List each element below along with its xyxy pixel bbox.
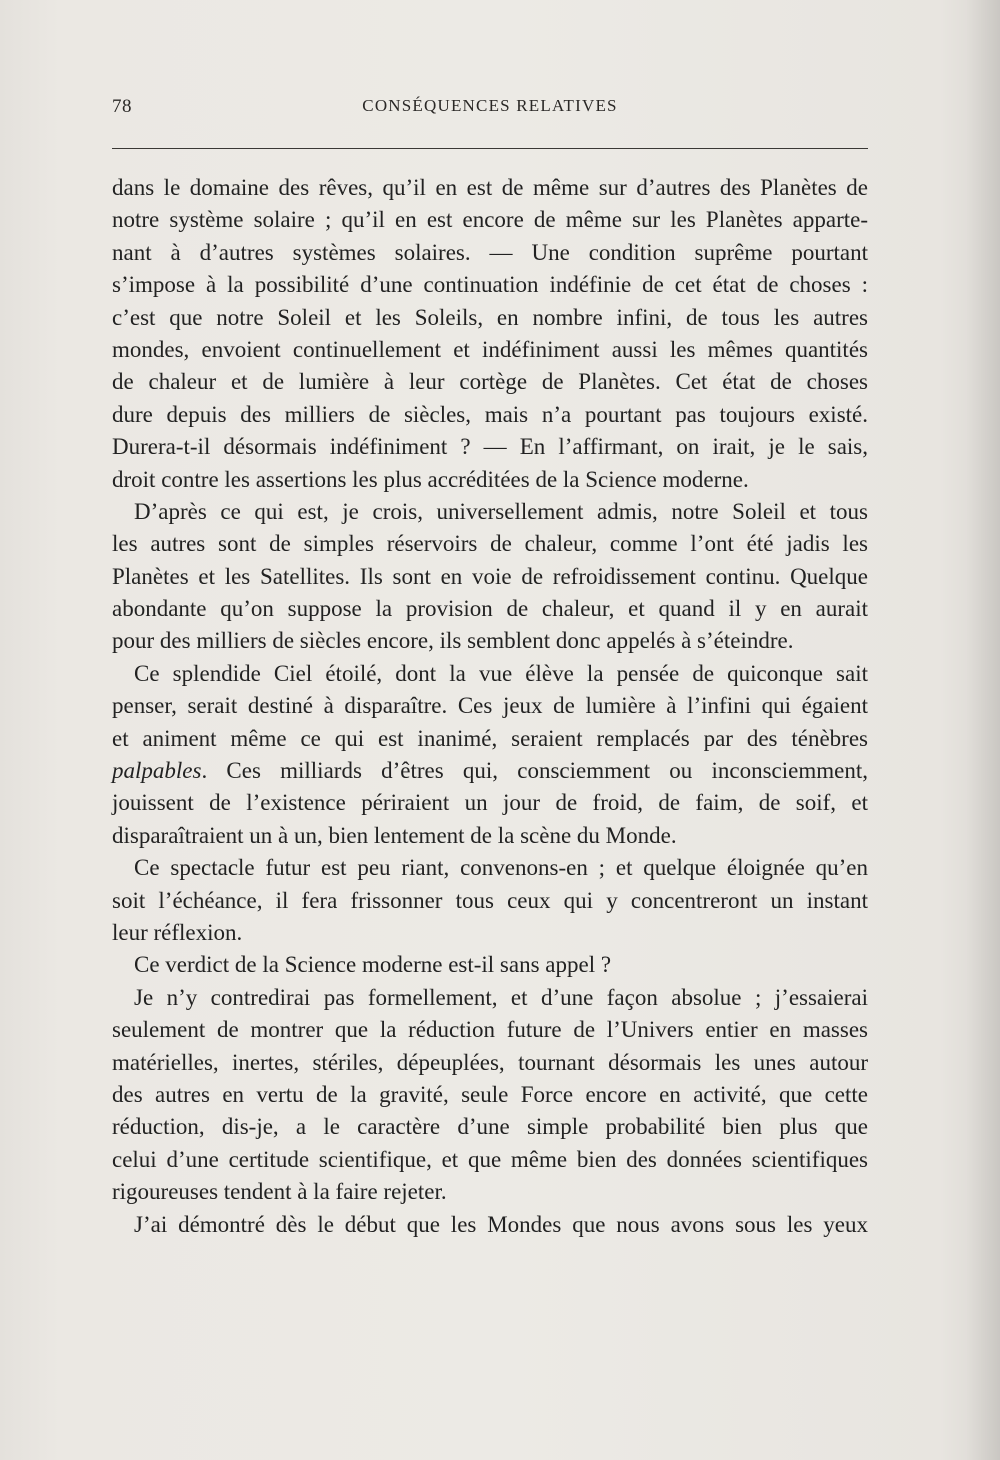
text-line: de chaleur et de lumière à leur cortège de Planètes. Cet état de choses [112,369,868,395]
header-rule [112,148,868,149]
text-line: nant à d’autres systèmes solaires. — Une condition suprême pourtant [112,239,868,265]
text-line: mondes, envoient continuellement et indéfiniment aussi les mêmes quantités [112,336,868,362]
text-line: jouissent de l’existence périraient un jour de froid, de faim, de soif, et [112,790,868,816]
text-line: Ce verdict de la Science moderne est-il sans appel ? [134,952,612,978]
text-line: droit contre les assertions les plus accréditées de la Science moderne. [112,466,749,492]
text-line: des autres en vertu de la gravité, seule Force encore en activité, que cette [112,1081,868,1107]
text-line: soit l’échéance, il fera frissonner tous ceux qui y concentreront un instant [112,887,868,913]
italic-word: palpables [112,758,202,784]
text-line: leur réflexion. [112,919,243,945]
text-line-rest: . Ces milliards d’êtres qui, consciemment ou inconsciemment, [201,758,868,784]
text-line: penser, serait destiné à disparaître. Ces jeux de lumière à l’infini qui égaient [112,693,868,719]
text-line: réduction, dis-je, a le caractère d’une simple probabilité bien plus que [112,1114,868,1140]
page-header [112,96,868,128]
text-line: et animent même ce qui est inanimé, seraient remplacés par des ténèbres [112,725,868,751]
text-line: J’ai démontré dès le début que les Mondes que nous avons sous les yeux [134,1211,868,1237]
text-line: les autres sont de simples réservoirs de chaleur, comme l’ont été jadis les [112,531,868,557]
text-line: Planètes et les Satellites. Ils sont en voie de refroidissement continu. Quelque [112,563,868,589]
text-line: dans le domaine des rêves, qu’il en est de même sur d’autres des Planètes de [112,175,868,200]
text-line: matérielles, inertes, stériles, dépeuplées, tournant désormais les unes autour [112,1049,868,1075]
text-line: Ce splendide Ciel étoilé, dont la vue élève la pensée de quiconque sait [134,660,868,686]
text-line: Durera-t-il désormais indéfiniment ? — En l’affirmant, on irait, je le sais, [112,434,868,460]
text-line: notre système solaire ; qu’il en est encore de même sur les Planètes apparte- [112,207,868,233]
text-line: seulement de montrer que la réduction future de l’Univers entier en masses [112,1017,868,1043]
text-line: disparaîtraient un à un, bien lentement de la scène du Monde. [112,822,677,848]
text-line [112,755,868,787]
text-line: c’est que notre Soleil et les Soleils, en nombre infini, de tous les autres [112,304,868,330]
text-line: s’impose à la possibilité d’une continuation indéfinie de cet état de choses : [112,272,868,298]
running-head: CONSÉQUENCES RELATIVES [362,96,618,115]
text-line: dure depuis des milliers de siècles, mais n’a pourtant pas toujours existé. [112,401,868,427]
body-text [112,172,868,1241]
text-line: Je n’y contredirai pas formellement, et d’une façon absolue ; j’essaierai [134,984,868,1010]
text-line: pour des milliers de siècles encore, ils semblent donc appelés à s’éteindre. [112,628,794,654]
text-line: celui d’une certitude scientifique, et que même bien des données scientifiques [112,1146,868,1172]
text-line: abondante qu’on suppose la provision de chaleur, et quand il y en aurait [112,596,868,622]
text-line: Ce spectacle futur est peu riant, convenons-en ; et quelque éloignée qu’en [134,855,868,881]
text-line: D’après ce qui est, je crois, universellement admis, notre Soleil et tous [134,498,868,524]
page-number: 78 [112,96,132,117]
text-line: rigoureuses tendent à la faire rejeter. [112,1179,447,1205]
page-edge-shadow [966,0,1000,1460]
